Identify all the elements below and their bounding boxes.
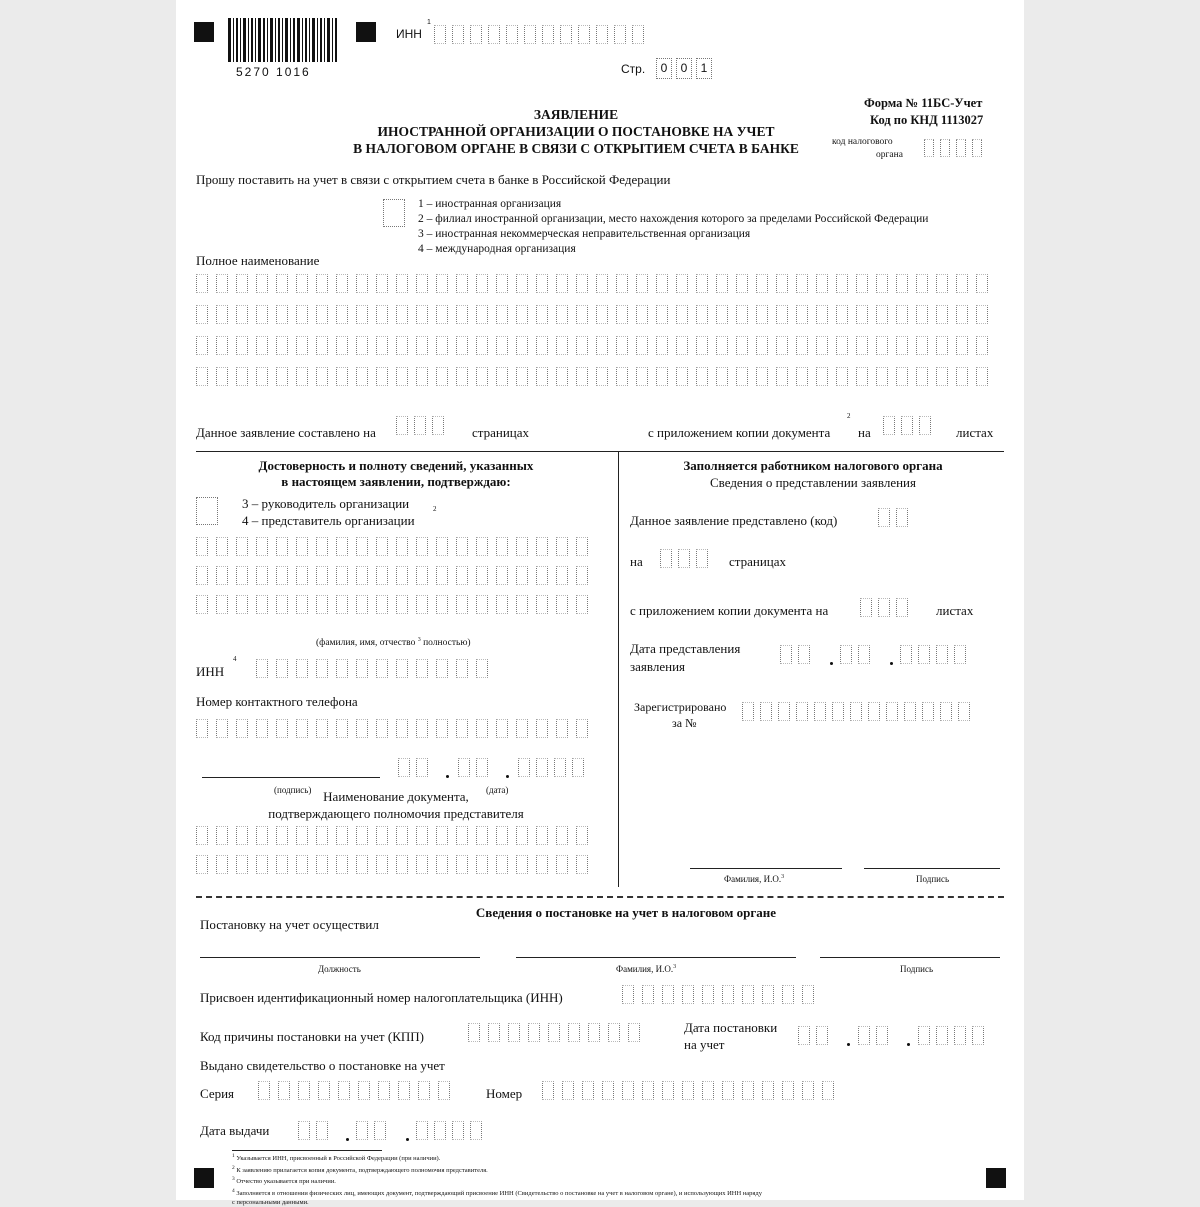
knd-code: Код по КНД 1113027 <box>870 113 984 127</box>
authority-doc-row[interactable] <box>196 826 588 845</box>
signer-option-4-sup: 2 <box>433 505 437 513</box>
footnote-text: Отчество указывается при наличии. <box>236 1178 336 1186</box>
org-type-options <box>418 197 928 257</box>
org-type-option: 4 – международная организация <box>418 243 576 255</box>
kpp-label: Код причины постановки на учет (КПП) <box>200 1029 424 1044</box>
registered-label <box>634 699 726 731</box>
signature-line[interactable] <box>202 777 380 778</box>
date-separator-dot <box>907 1043 910 1046</box>
right-with-copies-label: с приложением копии документа на <box>630 603 829 618</box>
section-divider <box>196 451 1004 452</box>
number-label: Номер <box>486 1086 523 1101</box>
left-title-line-1: Достоверность и полноту сведений, указанных <box>258 458 534 473</box>
presentation-year-cells[interactable] <box>900 645 966 664</box>
header-inn-cells[interactable] <box>434 25 644 44</box>
footnote <box>232 1199 962 1207</box>
composed-on-label: Данное заявление составлено на <box>196 425 376 440</box>
signer-option: 4 – представитель организации <box>242 513 415 528</box>
certificate-label: Выдано свидетельство о постановке на учет <box>200 1058 445 1073</box>
header-inn-sup: 1 <box>427 19 431 26</box>
issue-year-cells[interactable] <box>416 1121 482 1140</box>
page-label: Стр. <box>621 62 646 76</box>
presentation-day-cells[interactable] <box>780 645 810 664</box>
date-separator-dot <box>890 662 893 665</box>
assigned-inn-cells[interactable] <box>622 985 814 1004</box>
page-digit: 0 <box>656 58 672 79</box>
header-inn-label: ИНН <box>396 27 422 41</box>
form-number: Форма № 11БС-Учет <box>864 96 983 110</box>
title-line-3: В НАЛОГОВОМ ОРГАНЕ В СВЯЗИ С ОТКРЫТИЕМ СЧЕТА В БАНКЕ <box>353 141 799 156</box>
right-pages-cells[interactable] <box>660 549 708 568</box>
footnote-text: с персональными данными. <box>232 1198 309 1206</box>
phone-label: Номер контактного телефона <box>196 694 358 709</box>
registration-marker-top-left <box>194 22 214 42</box>
official-fio-caption-sup: 3 <box>781 874 785 880</box>
presentation-month-cells[interactable] <box>840 645 870 664</box>
title-line-1: ЗАЯВЛЕНИЕ <box>533 107 619 122</box>
full-name-row[interactable] <box>196 336 1002 355</box>
signer-inn-cells[interactable] <box>256 659 488 678</box>
reg-date-line-2: на учет <box>684 1037 725 1052</box>
copies-sheets-cells[interactable] <box>883 416 931 435</box>
tax-authority-code-cells[interactable] <box>924 139 982 157</box>
left-title-line-2: в настоящем заявлении, подтверждаю: <box>281 474 511 489</box>
pages-count-cells[interactable] <box>396 416 444 435</box>
registrar-fio-caption <box>616 964 676 974</box>
right-copies-cells[interactable] <box>860 598 908 617</box>
date-separator-dot <box>446 775 449 778</box>
official-signature-caption: Подпись <box>916 874 950 884</box>
reg-year-cells[interactable] <box>918 1026 984 1045</box>
full-name-row[interactable] <box>196 274 1002 293</box>
left-section-title <box>196 458 596 490</box>
presented-code-cells[interactable] <box>878 508 908 527</box>
assigned-inn-label: Присвоен идентификационный номер налогоплательщика (ИНН) <box>200 990 563 1005</box>
presented-code-label: Данное заявление представлено (код) <box>630 513 838 528</box>
barcode <box>228 18 340 64</box>
fio-caption <box>316 637 471 648</box>
fio-caption-text: (фамилия, имя, отчество <box>316 638 416 649</box>
footnote <box>232 1152 962 1164</box>
pages-label: страницах <box>472 425 530 440</box>
registrar-signature-line[interactable] <box>820 957 1000 958</box>
signed-date-day-cells[interactable] <box>398 758 428 777</box>
position-line[interactable] <box>200 957 480 958</box>
registrar-signature-caption: Подпись <box>900 964 934 974</box>
reg-day-cells[interactable] <box>798 1026 828 1045</box>
date-separator-dot <box>346 1138 349 1141</box>
tax-code-label-1: код налогового <box>832 137 893 147</box>
footnote-number: 1 <box>232 1153 235 1159</box>
org-type-checkbox[interactable] <box>383 199 405 227</box>
footnote-rule <box>232 1150 382 1151</box>
org-type-option: 1 – иностранная организация <box>418 198 562 210</box>
authority-doc-grid[interactable] <box>196 826 588 874</box>
reg-date-label <box>684 1019 777 1053</box>
series-cells[interactable] <box>258 1081 450 1100</box>
registrar-fio-caption-text: Фамилия, И.О. <box>616 964 674 974</box>
tax-code-label-2: органа <box>876 150 903 160</box>
date-separator-dot <box>830 662 833 665</box>
footnote <box>232 1164 962 1176</box>
footnote-number: 4 <box>232 1187 235 1194</box>
signer-fio-row[interactable] <box>196 566 588 585</box>
authority-doc-title-1: Наименование документа, <box>323 789 469 804</box>
footnote-number: 3 <box>232 1176 235 1183</box>
registration-title: Сведения о постановке на учет в налоговом органе <box>475 905 777 920</box>
form-page <box>176 0 1024 1206</box>
right-on-label: на <box>630 554 643 569</box>
org-type-option: 2 – филиал иностранной организации, место нахождения которого за пределами Российской Федерации <box>418 213 929 225</box>
page-number-cells <box>656 58 712 79</box>
issue-month-cells[interactable] <box>356 1121 386 1140</box>
official-fio-caption-text: Фамилия, И.О. <box>724 874 782 884</box>
footnote <box>232 1187 962 1199</box>
signer-type-checkbox[interactable] <box>196 497 218 525</box>
page-digit: 1 <box>696 58 712 79</box>
registration-marker-bottom-left <box>194 1168 214 1188</box>
issue-day-cells[interactable] <box>298 1121 328 1140</box>
signer-fio-row[interactable] <box>196 595 588 614</box>
official-signature-line[interactable] <box>864 868 1000 869</box>
presentation-date-line-2: заявления <box>630 659 686 674</box>
registrar-fio-line[interactable] <box>516 957 796 958</box>
reg-month-cells[interactable] <box>858 1026 888 1045</box>
full-name-grid[interactable] <box>196 274 1002 386</box>
fio-caption-end: полностью) <box>423 638 471 649</box>
registration-done-by: Постановку на учет осуществил <box>200 917 379 932</box>
footnote-number: 2 <box>232 1164 235 1171</box>
date-separator-dot <box>406 1138 409 1141</box>
phone-cells[interactable] <box>196 719 588 738</box>
signed-date-year-cells[interactable] <box>518 758 584 777</box>
signer-option: 3 – руководитель организации <box>242 496 410 511</box>
sheets-label: листах <box>956 425 994 440</box>
fio-caption-sup: 3 <box>417 637 421 643</box>
full-name-row[interactable] <box>196 305 1002 324</box>
right-section-title: Заполняется работником налогового органа <box>683 458 943 473</box>
footnote-text: Указывается ИНН, присвоенный в Российской Федерации (при наличии). <box>236 1155 441 1163</box>
registration-marker-bottom-right <box>986 1168 1006 1188</box>
footnote <box>232 1175 962 1187</box>
series-label: Серия <box>200 1086 235 1101</box>
registered-line-1: Зарегистрировано <box>634 700 727 714</box>
right-section-subtitle: Сведения о представлении заявления <box>709 475 916 490</box>
with-copies-sup: 2 <box>847 412 851 420</box>
date-separator-dot <box>506 775 509 778</box>
signature-caption: (подпись) <box>274 785 312 795</box>
registration-marker-top-center <box>356 22 376 42</box>
signed-date-month-cells[interactable] <box>458 758 488 777</box>
footnote-text: К заявлению прилагается копия документа, подтверждающего полномочия представителя. <box>236 1166 488 1174</box>
kpp-cells[interactable] <box>468 1023 640 1042</box>
with-copies-label: с приложением копии документа <box>648 425 831 440</box>
right-sheets-label: листах <box>936 603 974 618</box>
full-name-row[interactable] <box>196 367 1002 386</box>
signer-inn-sup: 4 <box>233 655 237 663</box>
registrar-fio-caption-sup: 3 <box>673 964 677 970</box>
date-separator-dot <box>847 1043 850 1046</box>
date-caption: (дата) <box>486 785 509 795</box>
footnotes <box>232 1152 962 1206</box>
authority-doc-title <box>236 788 556 822</box>
presentation-date-line-1: Дата представления <box>630 641 741 656</box>
registration-number-cells[interactable] <box>742 702 970 721</box>
authority-doc-row[interactable] <box>196 855 588 874</box>
registration-separator <box>196 896 1004 898</box>
issue-date-label: Дата выдачи <box>200 1123 270 1138</box>
position-caption: Должность <box>318 964 361 974</box>
request-text: Прошу поставить на учет в связи с открытием счета в банке в Российской Федерации <box>196 172 671 187</box>
on-label: на <box>858 425 871 440</box>
title-line-2: ИНОСТРАННОЙ ОРГАНИЗАЦИИ О ПОСТАНОВКЕ НА УЧЕТ <box>377 124 775 139</box>
org-type-option: 3 – иностранная некоммерческая неправительственная организация <box>418 228 751 240</box>
reg-date-line-1: Дата постановки <box>684 1020 778 1035</box>
document-title <box>306 106 846 157</box>
signer-options <box>242 495 415 529</box>
official-fio-line[interactable] <box>690 868 842 869</box>
registered-line-2: за № <box>672 716 697 730</box>
authority-doc-title-2: подтверждающего полномочия представителя <box>268 806 524 821</box>
signer-fio-row[interactable] <box>196 537 588 556</box>
presentation-date-label <box>630 640 740 676</box>
right-pages-label: страницах <box>729 554 787 569</box>
footnote-text: Заполняется в отношении физических лиц, имеющих документ, подтверждающий присвоение ИНН (Свидетельство о постановке на учет в налоговом органе), и использующих ИНН наряду <box>236 1190 762 1198</box>
column-divider <box>618 451 619 887</box>
signer-inn-label: ИНН <box>196 664 225 679</box>
signer-fio-grid[interactable] <box>196 537 588 614</box>
full-name-label: Полное наименование <box>196 253 320 268</box>
barcode-number: 5270 1016 <box>236 65 311 79</box>
number-cells[interactable] <box>542 1081 834 1100</box>
official-fio-caption <box>724 874 784 884</box>
page-digit: 0 <box>676 58 692 79</box>
